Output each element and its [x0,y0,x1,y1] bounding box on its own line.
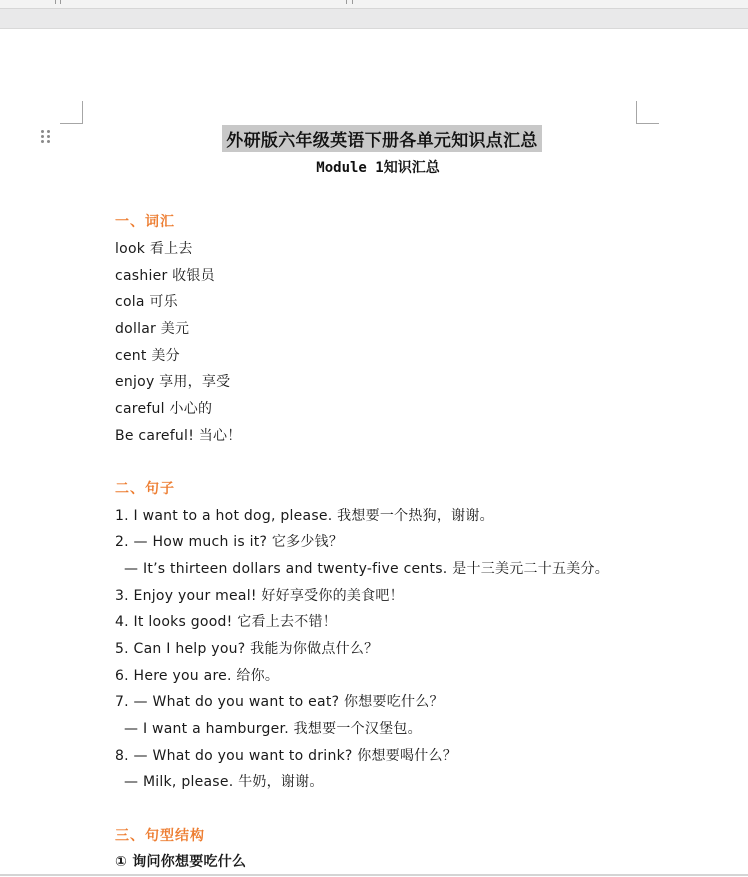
module-subtitle[interactable]: Module 1知识汇总 [316,160,440,176]
document-page[interactable] [0,28,748,877]
vocab-item[interactable]: cashier 收银员 [115,268,215,284]
sentence-line[interactable]: 2. — How much is it? 它多少钱？ [115,534,344,550]
sentence-line[interactable]: 5. Can I help you? 我能为你做点什么？ [115,641,379,657]
ruler[interactable] [0,0,748,9]
sentence-line[interactable]: 1. I want to a hot dog, please. 我想要一个热狗，谢谢。 [115,508,494,524]
vocab-item[interactable]: Be careful! 当心！ [115,428,242,444]
sentence-line[interactable]: — It’s thirteen dollars and twenty-five cents. 是十三美元二十五美分。 [124,561,609,577]
ruler-tick [352,0,353,4]
structure-item[interactable]: ① 询问你想要吃什么 [115,854,247,870]
sentence-line[interactable]: 8. — What do you want to drink? 你想要喝什么？ [115,748,458,764]
vocab-item[interactable]: look 看上去 [115,241,193,257]
sentence-line[interactable]: 4. It looks good! 它看上去不错！ [115,614,337,630]
sentence-line[interactable]: 3. Enjoy your meal! 好好享受你的美食吧！ [115,588,404,604]
margin-corner-top-right [636,101,659,124]
vocab-item[interactable]: cent 美分 [115,348,180,364]
ruler-tick [346,0,347,4]
title-row [0,125,748,152]
margin-corner-top-left [60,101,83,124]
sentence-line[interactable]: 6. Here you are. 给你。 [115,668,280,684]
vocab-item[interactable]: cola 可乐 [115,294,178,310]
ruler-tick [55,0,56,4]
structures-heading[interactable]: 三、句型结构 [115,828,205,844]
sentence-line[interactable]: — I want a hamburger. 我想要一个汉堡包。 [124,721,422,737]
document-title[interactable]: 外研版六年级英语下册各单元知识点汇总 [222,125,541,152]
vocab-heading[interactable]: 一、词汇 [115,214,175,230]
vocab-item[interactable]: careful 小心的 [115,401,213,417]
sentences-heading[interactable]: 二、句子 [115,481,175,497]
vocab-item[interactable]: dollar 美元 [115,321,190,337]
ruler-tick [60,0,61,4]
sentence-line[interactable]: 7. — What do you want to eat? 你想要吃什么？ [115,694,444,710]
sentence-line[interactable]: — Milk, please. 牛奶，谢谢。 [124,774,324,790]
vocab-item[interactable]: enjoy 享用，享受 [115,374,231,390]
